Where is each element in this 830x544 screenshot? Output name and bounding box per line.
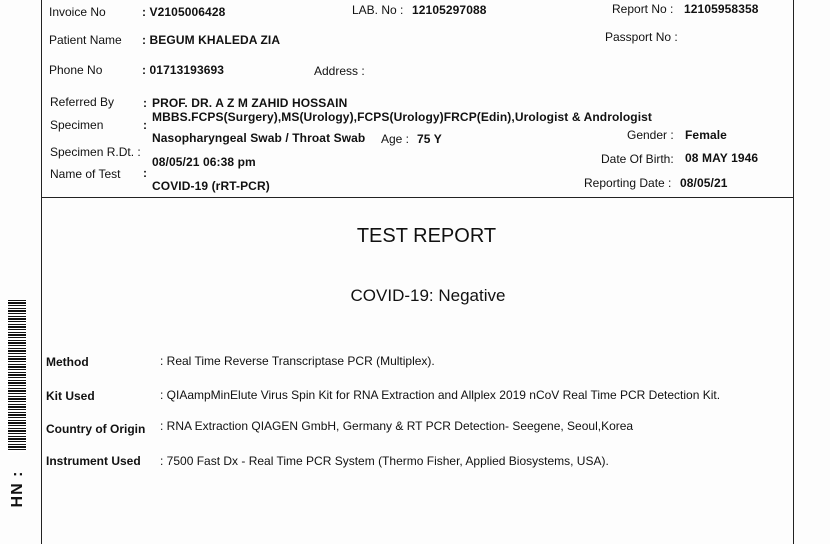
patient-name-label: Patient Name: [49, 33, 122, 47]
header-divider: [41, 197, 794, 198]
dob-value: 08 MAY 1946: [685, 151, 759, 165]
instrument-used-value: : 7500 Fast Dx - Real Time PCR System (Thermo Fisher, Applied Biosystems, USA).: [160, 454, 609, 468]
specimen-value: Nasopharyngeal Swab / Throat Swab: [152, 131, 366, 145]
specimen-rdt-value: 08/05/21 06:38 pm: [152, 155, 256, 169]
test-name-label: Name of Test: [50, 167, 121, 181]
hn-label: HN :: [9, 470, 26, 508]
method-value: : Real Time Reverse Transcriptase PCR (Multiplex).: [160, 354, 435, 368]
age-value: 75 Y: [417, 132, 442, 146]
report-title: TEST REPORT: [356, 225, 497, 247]
test-name-colon: :: [143, 166, 148, 180]
referred-qualifications: MBBS.FCPS(Surgery),MS(Urology),FCPS(Urology)FRCP(Edin),Urologist & Andrologist: [152, 110, 653, 124]
specimen-colon: :: [143, 118, 148, 132]
referred-by-value: PROF. DR. A Z M ZAHID HOSSAIN: [152, 96, 348, 110]
age-label: Age :: [381, 132, 410, 146]
country-of-origin-label: Country of Origin: [46, 422, 146, 436]
report-no-value: 12105958358: [684, 2, 759, 16]
gender-value: Female: [685, 128, 727, 142]
reporting-date-value: 08/05/21: [680, 176, 728, 190]
reporting-date-label: Reporting Date :: [584, 176, 672, 190]
dob-label: Date Of Birth:: [601, 152, 674, 166]
kit-used-label: Kit Used: [46, 389, 95, 403]
instrument-used-label: Instrument Used: [46, 454, 141, 468]
patient-name-value: : BEGUM KHALEDA ZIA: [142, 33, 281, 47]
lab-label: LAB. No :: [352, 3, 404, 17]
test-result: COVID-19: Negative: [350, 286, 506, 305]
barcode-image: [8, 300, 26, 452]
report-no-label: Report No :: [612, 2, 674, 16]
address-label: Address :: [314, 64, 365, 78]
referred-by-label: Referred By: [50, 95, 115, 109]
lab-value: 12105297088: [412, 3, 487, 17]
frame-left-border: [41, 0, 42, 544]
country-of-origin-value: : RNA Extraction QIAGEN GmbH, Germany & RT PCR Detection- Seegene, Seoul,Korea: [160, 419, 634, 433]
specimen-rdt-label: Specimen R.Dt. :: [50, 145, 141, 159]
invoice-label: Invoice No: [49, 5, 106, 19]
test-name-value: COVID-19 (rRT-PCR): [152, 179, 270, 193]
passport-label: Passport No :: [605, 30, 678, 44]
frame-right-border: [793, 0, 794, 544]
kit-used-value: : QIAampMinElute Virus Spin Kit for RNA Extraction and Allplex 2019 nCoV Real Time PCR Detection Kit.: [160, 388, 721, 402]
gender-label: Gender :: [627, 128, 674, 142]
phone-value: : 01713193693: [142, 63, 225, 77]
method-label: Method: [46, 355, 89, 369]
phone-label: Phone No: [49, 63, 103, 77]
invoice-value: : V2105006428: [142, 5, 226, 19]
referred-colon: :: [143, 96, 148, 110]
specimen-label: Specimen: [50, 118, 104, 132]
